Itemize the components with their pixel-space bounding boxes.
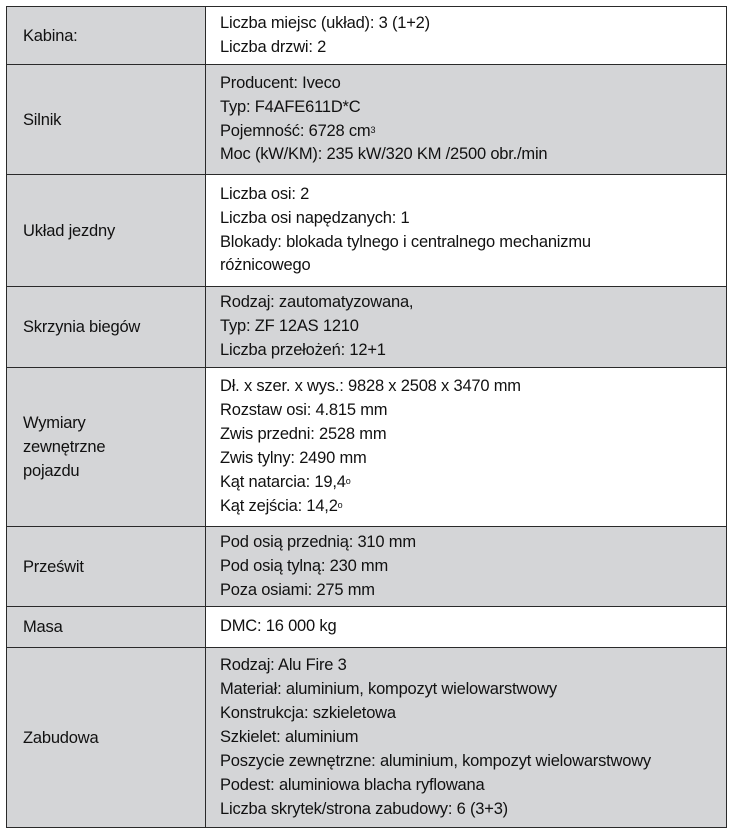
row-value-cell: [206, 7, 727, 65]
spec-line: Moc (kW/KM): 235 kW/320 KM /2500 obr./min: [220, 145, 548, 164]
spec-line: Liczba przełożeń: 12+1: [220, 340, 386, 359]
row-value-cell: [206, 65, 727, 175]
row-label: pojazdu: [23, 461, 80, 480]
row-value-cell: [206, 175, 727, 287]
spec-line: Pod osią przednią: 310 mm: [220, 532, 416, 551]
spec-line: Szkielet: aluminium: [220, 727, 359, 746]
spec-line: Poszycie zewnętrzne: aluminium, kompozyt wielowarstwowy: [220, 751, 651, 770]
row-label: Silnik: [23, 110, 62, 129]
spec-row-gearbox: [7, 287, 727, 368]
spec-row-chassis: [7, 175, 727, 287]
spec-row-dimensions: [7, 367, 727, 526]
row-value-cell: [206, 607, 727, 648]
specification-table: [6, 6, 727, 828]
spec-row-body: [7, 648, 727, 828]
spec-line-text: Pojemność: 6728 cm: [220, 121, 371, 140]
spec-line: Typ: ZF 12AS 1210: [220, 316, 359, 335]
spec-line: [220, 120, 718, 144]
spec-line: Liczba skrytek/strona zabudowy: 6 (3+3): [220, 799, 508, 818]
spec-line: Materiał: aluminium, kompozyt wielowarstwowy: [220, 680, 557, 699]
row-label-cell: [7, 648, 206, 828]
spec-line: Dł. x szer. x wys.: 9828 x 2508 x 3470 mm: [220, 377, 521, 395]
spec-line-text: Kąt natarcia: 19,4: [220, 472, 346, 491]
row-label-cell: [7, 175, 206, 287]
spec-line-text: Kąt zejścia: 14,2: [220, 496, 338, 515]
spec-line: Konstrukcja: szkieletowa: [220, 704, 396, 723]
spec-line: Zwis tylny: 2490 mm: [220, 448, 367, 467]
degree-superscript: o: [345, 475, 351, 486]
spec-line: DMC: 16 000 kg: [220, 617, 337, 636]
row-label-cell: [7, 526, 206, 607]
spec-line: Poza osiami: 275 mm: [220, 580, 375, 599]
row-label: Układ jezdny: [23, 221, 116, 240]
spec-line: Producent: Iveco: [220, 73, 341, 92]
spec-line: Podest: aluminiowa blacha ryflowana: [220, 775, 485, 794]
row-label-cell: [7, 287, 206, 368]
row-label: Kabina:: [23, 26, 78, 45]
row-value-cell: [206, 367, 727, 526]
row-label: Prześwit: [23, 557, 84, 576]
spec-line: Liczba osi napędzanych: 1: [220, 208, 410, 227]
row-value-cell: [206, 287, 727, 368]
volume-superscript: 3: [370, 124, 376, 135]
row-label-cell: [7, 7, 206, 65]
spec-line: Zwis przedni: 2528 mm: [220, 424, 387, 443]
spec-line: Typ: F4AFE611D*C: [220, 97, 361, 116]
row-label: Skrzynia biegów: [23, 317, 141, 336]
spec-row-clearance: [7, 526, 727, 607]
spec-line: Pod osią tylną: 230 mm: [220, 556, 389, 575]
spec-row-cabin: [7, 7, 727, 65]
spec-line: Rodzaj: Alu Fire 3: [220, 656, 347, 675]
degree-superscript: o: [337, 499, 343, 510]
row-label: zewnętrzne: [23, 437, 106, 456]
spec-line: Rodzaj: zautomatyzowana,: [220, 293, 414, 311]
spec-row-mass: [7, 607, 727, 648]
row-value-cell: [206, 526, 727, 607]
spec-line: [220, 495, 718, 519]
spec-line: [220, 471, 718, 495]
row-value-cell: [206, 648, 727, 828]
spec-line: Rozstaw osi: 4.815 mm: [220, 400, 388, 419]
spec-row-engine: [7, 65, 727, 175]
spec-line: różnicowego: [220, 256, 311, 275]
row-label-cell: [7, 65, 206, 175]
spec-line: Liczba drzwi: 2: [220, 37, 327, 56]
row-label: Wymiary: [23, 413, 86, 432]
row-label: Masa: [23, 618, 63, 637]
spec-line: Liczba miejsc (układ): 3 (1+2): [220, 13, 430, 32]
row-label-cell: [7, 367, 206, 526]
spec-line: Liczba osi: 2: [220, 184, 310, 203]
spec-line: Blokady: blokada tylnego i centralnego mechanizmu: [220, 232, 591, 251]
row-label-cell: [7, 607, 206, 648]
row-label: Zabudowa: [23, 728, 99, 747]
